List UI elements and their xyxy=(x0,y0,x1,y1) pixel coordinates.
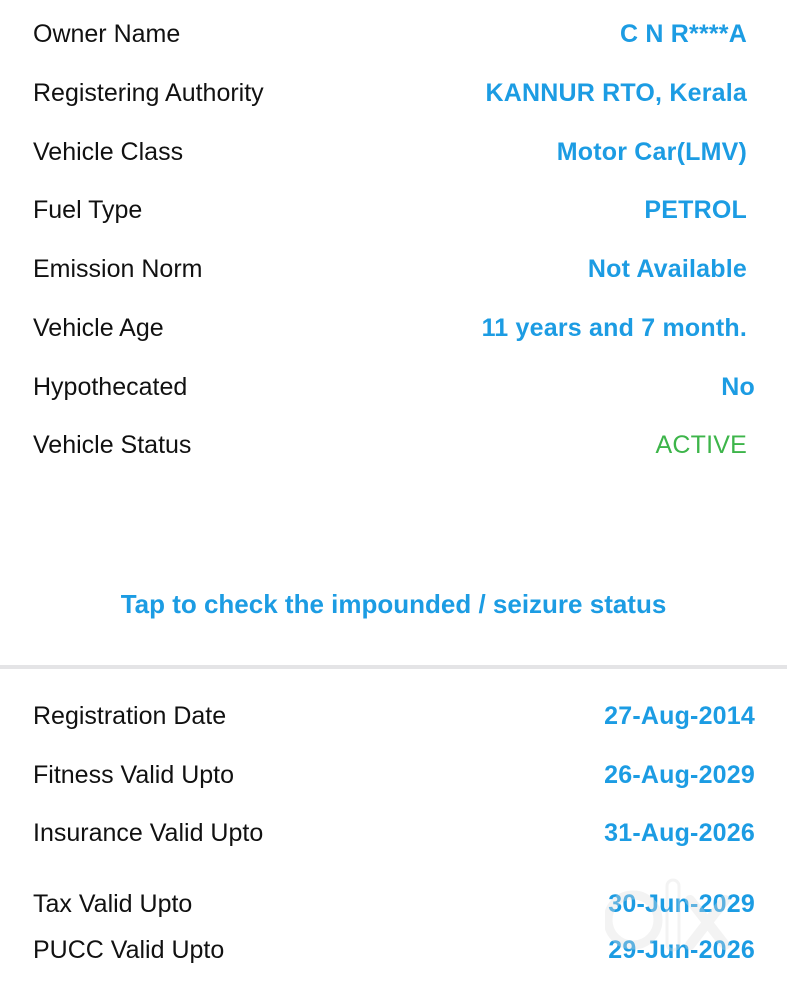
detail-row-vehicle-age xyxy=(0,308,787,348)
impound-status-link[interactable]: Tap to check the impounded / seizure status xyxy=(120,589,667,619)
detail-label: Hypothecated xyxy=(33,373,188,401)
detail-value: PETROL xyxy=(644,196,747,224)
validity-label: Insurance Valid Upto xyxy=(33,819,264,847)
detail-value: 11 years and 7 month. xyxy=(481,314,747,342)
detail-label: Fuel Type xyxy=(33,196,143,224)
detail-value: No xyxy=(721,373,755,401)
validity-row-pucc xyxy=(0,930,787,970)
detail-label: Emission Norm xyxy=(33,255,203,283)
detail-row-registering-authority xyxy=(0,73,787,113)
detail-label: Vehicle Status xyxy=(33,431,192,459)
detail-label: Owner Name xyxy=(33,20,181,48)
detail-row-vehicle-status xyxy=(0,425,787,465)
section-divider xyxy=(0,665,787,669)
validity-row-registration-date xyxy=(0,696,787,736)
detail-value: KANNUR RTO, Kerala xyxy=(485,79,747,107)
detail-label: Registering Authority xyxy=(33,79,264,107)
validity-label: PUCC Valid Upto xyxy=(33,936,225,964)
validity-row-fitness xyxy=(0,755,787,795)
validity-value: 30-Jun-2029 xyxy=(608,890,755,918)
detail-label: Vehicle Age xyxy=(33,314,164,342)
detail-value: C N R****A xyxy=(619,20,747,48)
validity-row-insurance xyxy=(0,813,787,853)
validity-label: Registration Date xyxy=(33,702,227,730)
detail-row-emission-norm xyxy=(0,249,787,289)
detail-row-owner-name xyxy=(0,14,787,54)
validity-label: Tax Valid Upto xyxy=(33,890,193,918)
detail-value: Motor Car(LMV) xyxy=(556,138,747,166)
validity-value: 27-Aug-2014 xyxy=(604,702,755,730)
status-badge: ACTIVE xyxy=(655,431,747,459)
validity-value: 31-Aug-2026 xyxy=(604,819,755,847)
validity-value: 29-Jun-2026 xyxy=(608,936,755,964)
detail-row-fuel-type xyxy=(0,190,787,230)
validity-value: 26-Aug-2029 xyxy=(604,761,755,789)
detail-label: Vehicle Class xyxy=(33,138,184,166)
detail-value: Not Available xyxy=(587,255,747,283)
validity-label: Fitness Valid Upto xyxy=(33,761,235,789)
detail-row-vehicle-class xyxy=(0,132,787,172)
detail-row-hypothecated xyxy=(0,367,787,407)
validity-row-tax xyxy=(0,884,787,924)
